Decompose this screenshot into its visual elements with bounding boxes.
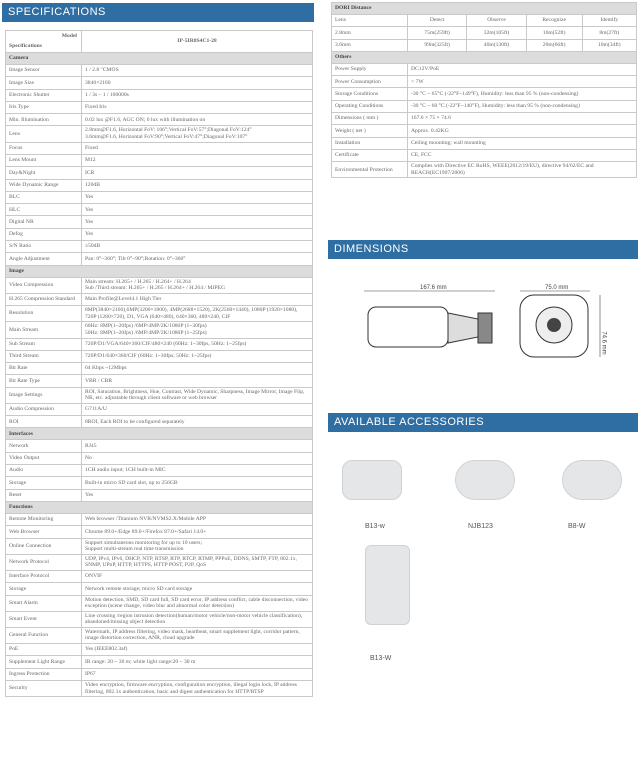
spec-value: Line crossing /region intrusion detection(human/motor vehicle/non-motor vehicle classification), abandoned/missing object detection [82,611,313,627]
table-row [332,76,637,88]
accessory-label: NJB123 [468,523,493,530]
spec-label: Audio Compression [6,403,82,415]
dori-cell: 16m(52ft) [526,27,582,39]
table-row [6,538,313,554]
column-header: Detect [408,15,467,27]
spec-label: Video Output [6,452,82,464]
spec-value: RJ45 [82,440,313,452]
table-row [6,452,313,464]
spec-value: Watermark, IP address filtering, video mask, heartbeat, smart supplement light, corridor pattern, image distortion correction, ANR, cloud upgrade [82,627,313,643]
spec-value: 64 Kbps ~12Mbps [82,363,313,375]
spec-value: 720P/D1/640×360/CIF (60Hz: 1~30fps; 50Hz: 1~25fps) [82,350,313,362]
table-row [6,440,313,452]
spec-label: Sub Stream [6,338,82,350]
dimensions-header: DIMENSIONS [328,240,638,259]
table-row [6,627,313,643]
spec-label: Supplement Light Range [6,656,82,668]
spec-value: Yes [82,191,313,203]
spec-label: Third Stream [6,350,82,362]
table-row [332,27,637,39]
table-row [6,322,313,338]
spec-label: Certificate [332,149,408,161]
spec-value: Fixed [82,142,313,154]
accessory-njb123-image [455,460,515,500]
table-row [6,489,313,501]
accessory-b8w-image [562,460,622,500]
length-dimension: 167.6 mm [420,285,447,291]
spec-value: M12 [82,154,313,166]
column-header: Lens [332,15,408,27]
spec-label: Specifications [9,43,42,50]
model-label: Model [61,33,77,39]
spec-label: General Function [6,627,82,643]
spec-value: No [82,452,313,464]
spec-label: Lens [6,126,82,142]
spec-value: Pan: 0°~360°; Tilt 0°~90°;Rotation: 0°~360° [82,253,313,265]
spec-label: Web Browser [6,526,82,538]
dori-cell: 75m(259ft) [408,27,467,39]
spec-label: Main Stream [6,322,82,338]
table-row [6,228,313,240]
column-header: Identify [582,15,636,27]
spec-label: Image Sensor [6,65,82,77]
spec-label: Video Compression [6,277,82,293]
spec-value: Web browser /Titanium NVR/NVMS2.X/Mobile APP [82,513,313,525]
section-header: Camera [6,53,313,65]
spec-value: Support simultaneous monitoring for up to 10 users; Support multi-stream real time transmission [82,538,313,554]
table-row [6,89,313,101]
spec-value: < 7W [408,76,637,88]
spec-label: Electronic Shutter [6,89,82,101]
model-name: IP-5IR8S4C1-28 [82,31,313,53]
spec-label: Storage Conditions [332,88,408,100]
spec-label: Resolution [6,306,82,322]
table-row [332,162,637,178]
spec-value: Yes [82,216,313,228]
spec-label: Remote Monitoring [6,513,82,525]
spec-value: Approx. 0.42KG [408,125,637,137]
table-row [332,63,637,75]
spec-label: Installation [332,137,408,149]
table-row [6,526,313,538]
table-row [6,65,313,77]
accessory-b13w-mount-image [365,545,410,625]
spec-value: 0.02 lux @F1.6, AGC ON; 0 lux with illumination on [82,114,313,126]
width-dimension: 75.0 mm [545,285,569,291]
spec-value: 8MP(3840×2160),6MP(3200×1800), 4MP(2688×1520), 2K(2560×1440), 1080P (1920×1080), 720P (1280×720), D1, VGA (640×480), 640×360, 480×240, CIF [82,306,313,322]
table-row [6,142,313,154]
camera-dimension-drawing [360,285,610,365]
dori-cell: 8m(27ft) [582,27,636,39]
accessories-header: AVAILABLE ACCESSORIES [328,413,638,432]
table-row [6,416,313,428]
spec-label: Storage [6,477,82,489]
dori-cell: 32m(105ft) [467,27,526,39]
spec-value: -30 °C ~ 65°C (-22°F~149°F), Humidity: less than 95 % (non-condensing) [408,88,637,100]
table-row [6,350,313,362]
table-row [6,253,313,265]
section-header: Functions [6,501,313,513]
spec-label: H.265 Compression Standard [6,293,82,305]
spec-value: 1 / 3s – 1 / 100000s [82,89,313,101]
table-row [6,126,313,142]
accessory-label: B13-W [370,655,392,662]
spec-value: 1CH audio input; 1CH built-in MIC [82,465,313,477]
table-row [6,595,313,611]
table-row [6,77,313,89]
spec-label: Wide Dynamic Range [6,179,82,191]
spec-label: Network [6,440,82,452]
table-row [6,477,313,489]
spec-label: S/N Ratio [6,241,82,253]
specifications-header: SPECIFICATIONS [2,3,314,22]
spec-label: Defog [6,228,82,240]
table-row [6,204,313,216]
spec-label: Environmental Protection [332,162,408,178]
spec-value: Ceiling mounting; wall mounting [408,137,637,149]
table-row [6,216,313,228]
spec-label: Reset [6,489,82,501]
spec-label: ROI [6,416,82,428]
table-row [6,363,313,375]
table-row [6,387,313,403]
table-row [6,338,313,350]
table-row [6,554,313,570]
dori-cell: 40m(130ft) [467,39,526,51]
dori-cell: 2.8mm [332,27,408,39]
spec-label: Digital NR [6,216,82,228]
accessory-label: B8-W [568,523,586,530]
spec-value: Video encryption, firmware encryption, configuration encryption, illegal login lock, IP address filtering, 802.1x authentication, basic and digest authentication for HTTP/RTSP [82,680,313,696]
spec-value: -30 °C ~ 60 °C (-22°F~140°F), Humidity: less than 95 % (non-condensing) [408,100,637,112]
table-row [6,644,313,656]
table-row [6,114,313,126]
spec-value: 60Hz: 8MP(1~20fps) /6MP/4MP/2K/1080P (1~30fps) 50Hz: 8MP(1~20fps) /6MP/4MP/2K/1080P (1~25fps) [82,322,313,338]
spec-label: Online Connection [6,538,82,554]
spec-value: Main Profile@Level4.1 High Tier [82,293,313,305]
table-row [6,583,313,595]
spec-value: Main stream: H.265+ / H.265 / H.264+ / H.264 Sub /Third stream: H.265+ / H.265 / H.264+ / H.264 / MJPEG [82,277,313,293]
spec-value: ONVIF [82,570,313,582]
spec-label: Bit Rate Type [6,375,82,387]
table-row [6,680,313,696]
spec-value: Chrome 89.0+/Edge 89.0+/Firefox 87.0+/Safari 14.0+ [82,526,313,538]
spec-value: DC12V/PoE [408,63,637,75]
spec-value: 1 / 2.8 "CMOS [82,65,313,77]
specifications-table [5,30,313,697]
spec-label: Power Supply [332,63,408,75]
spec-value: Yes [82,228,313,240]
spec-value: Yes (IEEE802.3af) [82,644,313,656]
spec-label: Min. Illumination [6,114,82,126]
dori-cell: 20m(66ft) [526,39,582,51]
spec-value: Complies with Directive EC RoHS, WEEE(2012/19/EU), directive 94/62/EC and REACH(EC1907/2006) [408,162,637,178]
table-row [6,167,313,179]
dori-cell: 3.6mm [332,39,408,51]
table-row [6,668,313,680]
spec-label: Smart Event [6,611,82,627]
spec-label: Storage [6,583,82,595]
table-row [6,375,313,387]
spec-label: Security [6,680,82,696]
table-row [332,39,637,51]
spec-value: 2.8mm@F1.6, Horizontal FoV: 106°;Vertical FoV:57°;Diagonal FoV:124° 3.6mm@F1.6, Horizontal FoV:90°;Vertical FoV:47°;Diagonal FoV:107° [82,126,313,142]
table-row [6,154,313,166]
section-header: Interfaces [6,428,313,440]
section-header: DORI Distance [332,3,637,15]
spec-label: Image Settings [6,387,82,403]
table-row [332,149,637,161]
table-row [332,88,637,100]
spec-value: Network remote storage; micro SD card storage [82,583,313,595]
spec-label: Interface Protocol [6,570,82,582]
table-row [6,179,313,191]
spec-value: ICR [82,167,313,179]
accessory-b13w-image [342,460,402,500]
table-row [6,191,313,203]
spec-label: Lens Mount [6,154,82,166]
spec-value: 3840×2160 [82,77,313,89]
table-row [332,113,637,125]
table-row [6,293,313,305]
spec-label: BLC [6,191,82,203]
column-header: Observe [467,15,526,27]
spec-label: Weight ( net ) [332,125,408,137]
spec-value: IP67 [82,668,313,680]
spec-label: Iris Type [6,101,82,113]
spec-label: Bit Rate [6,363,82,375]
table-row [6,611,313,627]
column-header: Recognize [526,15,582,27]
height-dimension: 74.6 mm [600,331,607,355]
spec-label: Network Protocol [6,554,82,570]
spec-label: Dimensions ( mm ) [332,113,408,125]
spec-value: 8ROI, Each ROI to be configured separately [82,416,313,428]
spec-value: CE, FCC [408,149,637,161]
spec-value: 167.6 × 75 × 74.6 [408,113,637,125]
spec-label: Smart Alarm [6,595,82,611]
table-row [332,100,637,112]
spec-label: Image Size [6,77,82,89]
model-spec-cell [6,31,82,53]
table-row [332,137,637,149]
spec-value: VBR / CBR [82,375,313,387]
spec-label: Audio [6,465,82,477]
spec-label: Power Consumption [332,76,408,88]
spec-label: Day&Night [6,167,82,179]
spec-value: 120dB [82,179,313,191]
spec-value: ≥50dB [82,241,313,253]
spec-value: ROI, Saturation, Brightness, Hue, Contrast, Wide Dynamic, Sharpness, Image Mirror, Image Flip, NR, etc. adjustable through client software or web browser [82,387,313,403]
spec-label: Focus [6,142,82,154]
spec-value: Built-in micro SD card slot, up to 256GB [82,477,313,489]
section-header: Others [332,51,637,63]
table-row [6,570,313,582]
table-row [6,241,313,253]
spec-label: PoE [6,644,82,656]
spec-value: Fixed Iris [82,101,313,113]
dori-header-row [332,15,637,27]
table-row [6,277,313,293]
spec-label: Ingress Protection [6,668,82,680]
spec-label: Operating Conditions [332,100,408,112]
section-header: Image [6,265,313,277]
spec-value: Yes [82,204,313,216]
table-row [6,403,313,415]
accessory-label: B13-w [365,523,385,530]
spec-value: IR range: 20 ~ 30 m; white light range:20 ~ 30 m [82,656,313,668]
spec-value: UDP, IPv4, IPv6, DHCP, NTP, RTSP, RTP, RTCP, RTMP, PPPoE, DDNS, SMTP, FTP, 802.1x, SNMP, UPnP, HTTP, HTTPS, HTTP POST, P2P, QoS [82,554,313,570]
dori-others-table [331,2,637,178]
table-row [6,101,313,113]
table-row [6,656,313,668]
spec-value: 720P/D1/VGA/640×360/CIF/480×240 (60Hz: 1~30fps, 50Hz: 1~25fps) [82,338,313,350]
spec-label: Angle Adjustment [6,253,82,265]
table-row [6,513,313,525]
spec-value: Motion detection, SMD, SD card full, SD card error, IP address conflict, cable disconnection, video exception (scene change, video blur and abnormal color detection) [82,595,313,611]
spec-value: Yes [82,489,313,501]
table-row [6,465,313,477]
spec-label: HLC [6,204,82,216]
dori-cell: 10m(34ft) [582,39,636,51]
table-row [6,306,313,322]
dori-cell: 99m(325ft) [408,39,467,51]
spec-value: G711A/U [82,403,313,415]
table-row [332,125,637,137]
